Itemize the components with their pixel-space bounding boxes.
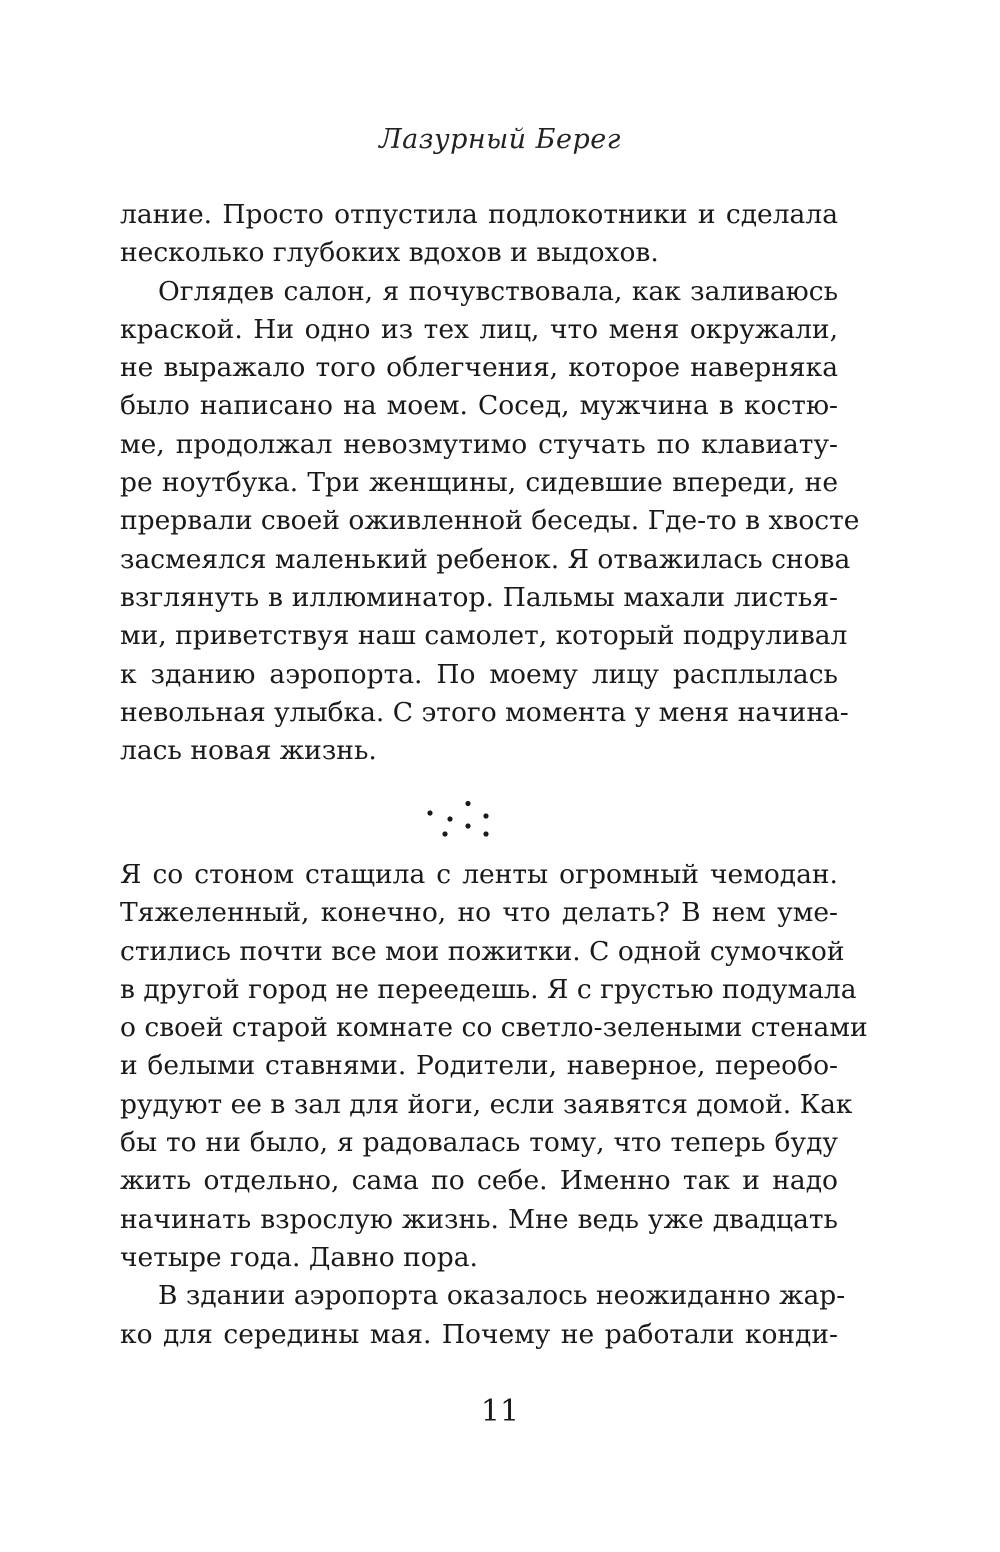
text-line: начинать взрослую жизнь. Мне ведь уже двадцать xyxy=(120,1203,838,1235)
ornament-dot xyxy=(442,831,447,836)
text-line: лание. Просто отпустила подлокотники и сделала xyxy=(120,199,838,230)
text-line: Я со стоном стащила с ленты огромный чемодан. xyxy=(120,859,838,890)
text-line: к зданию аэропорта. По моему лицу расплылась xyxy=(120,658,838,690)
text-line: Тяжеленный, конечно, но что делать? В нем уме- xyxy=(120,897,838,929)
text-line: жить отдельно, сама по себе. Именно так и надо xyxy=(120,1165,838,1197)
text-section-2 xyxy=(120,856,868,1354)
text-line: ре ноутбука. Три женщины, сидевшие впереди, не xyxy=(120,467,838,499)
text-line: невольная улыбка. С этого момента у меня начина- xyxy=(120,696,849,728)
running-head: Лазурный Берег xyxy=(379,124,621,155)
text-line: несколько глубоких вдохов и выдохов. xyxy=(120,237,659,269)
text-line: засмеялся маленький ребенок. Я отважилась снова xyxy=(120,543,851,575)
text-line: лась новая жизнь. xyxy=(120,735,377,767)
text-line: четыре года. Давно пора. xyxy=(120,1241,478,1273)
text-line: рудуют ее в зал для йоги, если заявятся домой. Как xyxy=(120,1088,853,1120)
ornament-dot xyxy=(427,810,432,815)
ornament-dot xyxy=(465,823,470,828)
text-line: прервали своей оживленной беседы. Где-то в хвосте xyxy=(120,505,860,537)
section-break-ornament xyxy=(420,800,500,840)
text-line: ме, продолжал невозмутимо стучать по клавиату- xyxy=(120,428,838,460)
text-line: ко для середины мая. Почему не работали конди- xyxy=(120,1318,838,1350)
text-line: стились почти все мои пожитки. С одной сумочкой xyxy=(120,935,845,967)
text-line: было написано на моем. Сосед, мужчина в костю- xyxy=(120,390,838,422)
text-line: ми, приветствуя наш самолет, который подруливал xyxy=(120,620,848,652)
ornament-dot xyxy=(447,816,452,821)
ornament-dot xyxy=(483,813,488,818)
page-number: 11 xyxy=(480,1394,520,1429)
text-line: взглянуть в иллюминатор. Пальмы махали листья- xyxy=(120,581,838,613)
text-line: в другой город не переедешь. Я с грустью подумала xyxy=(120,973,857,1005)
text-line: краской. Ни одно из тех лиц, что меня окружали, xyxy=(120,313,838,345)
text-line: В здании аэропорта оказалось неожиданно жар- xyxy=(158,1280,846,1312)
ornament-dot xyxy=(483,831,488,836)
text-line: бы то ни было, я радовалась тому, что теперь буду xyxy=(120,1127,838,1159)
text-line: Оглядев салон, я почувствовала, как заливаюсь xyxy=(158,275,838,307)
text-line: и белыми ставнями. Родители, наверное, переобо- xyxy=(120,1050,838,1082)
ornament-dot xyxy=(465,801,470,806)
text-line: о своей старой комнате со светло-зелеными стенами xyxy=(120,1012,868,1044)
text-line: не выражало того облегчения, которое наверняка xyxy=(120,352,838,384)
text-section-1 xyxy=(120,196,860,770)
